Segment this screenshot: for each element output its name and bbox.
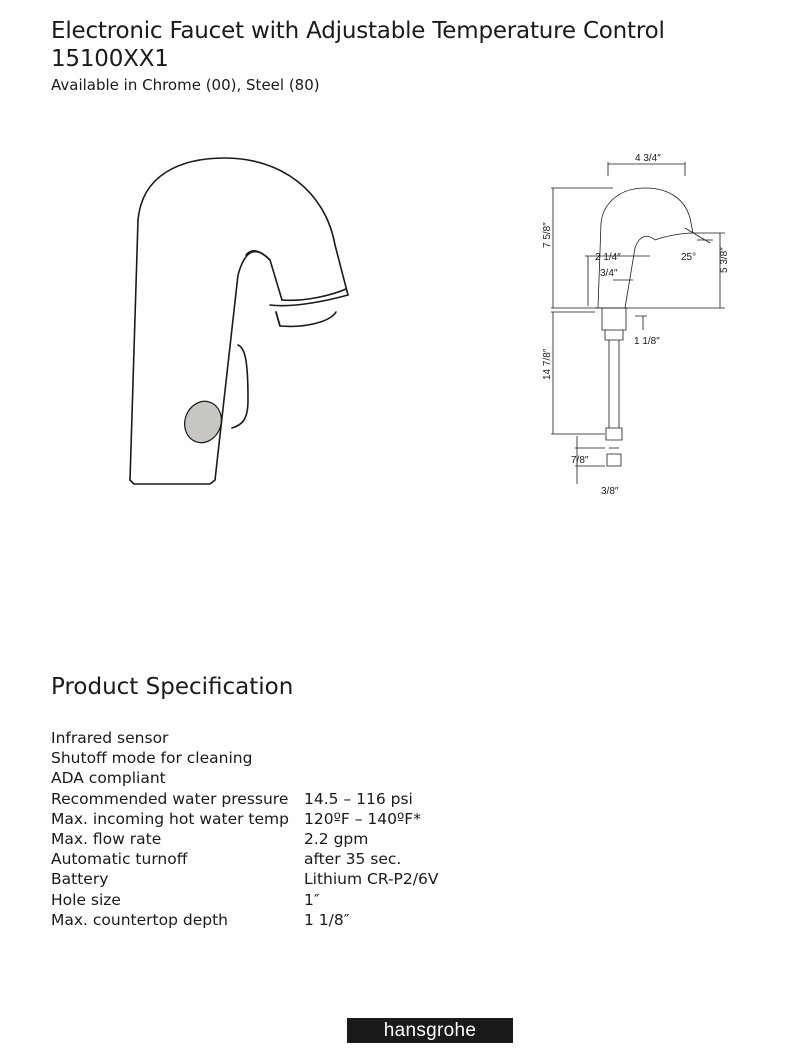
spec-value: 120ºF – 140ºF* bbox=[304, 809, 421, 828]
dim-spout-height: 5 3/8″ bbox=[719, 247, 730, 273]
spec-value: after 35 sec. bbox=[304, 850, 402, 869]
spec-value bbox=[304, 768, 438, 788]
dim-height-total: 7 5/8″ bbox=[542, 222, 553, 248]
spec-label: Battery bbox=[51, 870, 109, 889]
spec-label: Max. countertop depth bbox=[51, 910, 228, 929]
model-number: 15100XX1 bbox=[51, 46, 169, 72]
spec-label: Infrared sensor bbox=[51, 729, 169, 747]
dimension-drawing bbox=[535, 148, 735, 498]
spec-value: 2.2 gpm bbox=[304, 830, 369, 849]
dim-spout-reach: 2 1/4″ bbox=[595, 252, 621, 263]
spec-row bbox=[51, 748, 438, 768]
spec-row bbox=[51, 849, 438, 869]
dim-hose-length: 14 7/8″ bbox=[542, 348, 553, 380]
spec-value: 1″ bbox=[304, 890, 320, 909]
dim-top-width: 4 3/4″ bbox=[635, 153, 661, 164]
spec-row bbox=[51, 829, 438, 849]
spec-heading: Product Specification bbox=[51, 674, 294, 700]
spec-row bbox=[51, 789, 438, 809]
spec-label: Shutoff mode for cleaning bbox=[51, 749, 253, 768]
spec-value: 14.5 – 116 psi bbox=[304, 789, 413, 808]
dim-base-width: 3/4″ bbox=[600, 268, 618, 279]
spec-row bbox=[51, 809, 438, 829]
spec-row bbox=[51, 890, 438, 910]
spec-label: Recommended water pressure bbox=[51, 789, 289, 808]
spec-label: Hole size bbox=[51, 890, 121, 909]
spec-value: 1 1/8″ bbox=[304, 910, 350, 929]
product-title: Electronic Faucet with Adjustable Temperature Control bbox=[51, 18, 665, 44]
dim-countertop: 1 1/8″ bbox=[634, 336, 660, 347]
spec-row bbox=[51, 910, 438, 930]
availability-text: Available in Chrome (00), Steel (80) bbox=[51, 76, 320, 94]
spec-value bbox=[304, 748, 438, 768]
brand-logo: hansgrohe bbox=[347, 1018, 513, 1043]
spec-label: Max. incoming hot water temp bbox=[51, 809, 289, 828]
dim-fitting-height: 7/8″ bbox=[571, 455, 589, 466]
spec-row bbox=[51, 728, 438, 748]
dim-fitting-size: 3/8″ bbox=[601, 486, 619, 497]
spec-table bbox=[51, 728, 438, 930]
spec-value bbox=[304, 728, 438, 748]
spec-label: ADA compliant bbox=[51, 769, 166, 788]
spec-label: Automatic turnoff bbox=[51, 850, 188, 869]
spec-value: Lithium CR-P2/6V bbox=[304, 870, 439, 889]
faucet-illustration bbox=[120, 150, 360, 490]
dim-spout-angle: 25° bbox=[681, 252, 697, 263]
spec-label: Max. flow rate bbox=[51, 830, 162, 849]
spec-row bbox=[51, 869, 438, 889]
spec-row bbox=[51, 768, 438, 788]
